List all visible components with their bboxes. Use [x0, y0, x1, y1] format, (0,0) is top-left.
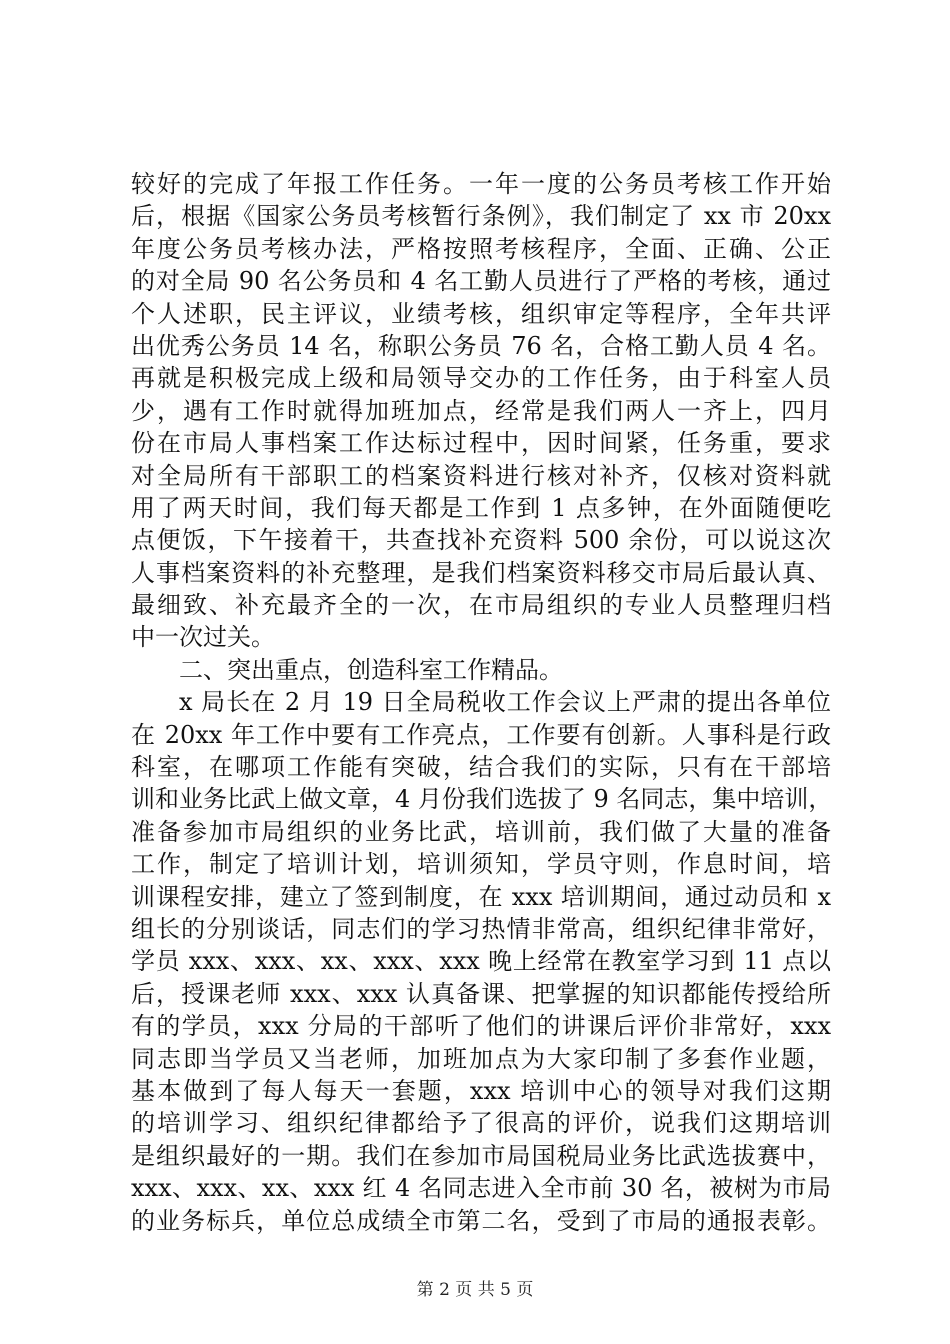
- text-line: 后，根据《国家公务员考核暂行条例》，我们制定了 xx 市 20xx: [131, 202, 831, 231]
- text-line: 最细致、补充最齐全的一次，在市局组织的专业人员整理归档: [131, 591, 831, 620]
- text-line: 点便饭，下午接着干，共查找补充资料 500 余份，可以说这次: [131, 526, 831, 555]
- text-line: xxx、xxx、xx、xxx 红 4 名同志进入全市前 30 名，被树为市局: [131, 1174, 831, 1203]
- text-line: 在 20xx 年工作中要有工作亮点，工作要有创新。人事科是行政: [131, 720, 831, 749]
- text-line: 有的学员，xxx 分局的干部听了他们的讲课后评价非常好，xxx: [131, 1012, 831, 1041]
- text-line: 年度公务员考核办法，严格按照考核程序，全面、正确、公正: [131, 234, 831, 263]
- text-line: 较好的完成了年报工作任务。一年一度的公务员考核工作开始: [131, 170, 831, 198]
- text-line: x 局长在 2 月 19 日全局税收工作会议上严肃的提出各单位: [179, 688, 831, 717]
- page-footer: 第 2 页 共 5 页: [416, 1280, 534, 1300]
- text-line: 人事档案资料的补充整理，是我们档案资料移交市局后最认真、: [131, 558, 831, 587]
- text-line: 训课程安排，建立了签到制度，在 xxx 培训期间，通过动员和 x: [131, 882, 831, 911]
- text-line: 中一次过关。: [131, 623, 275, 652]
- text-line: 的对全局 90 名公务员和 4 名工勤人员进行了严格的考核，通过: [131, 267, 831, 296]
- text-line: 个人述职，民主评议，业绩考核，组织审定等程序，全年共评: [131, 299, 831, 328]
- text-line: 科室，在哪项工作能有突破，结合我们的实际，只有在干部培: [131, 753, 831, 782]
- text-line: 是组织最好的一期。我们在参加市局国税局业务比武选拔赛中，: [131, 1141, 831, 1170]
- text-line: 出优秀公务员 14 名，称职公务员 76 名，合格工勤人员 4 名。: [131, 331, 831, 360]
- text-line: 同志即当学员又当老师，加班加点为大家印制了多套作业题，: [131, 1044, 831, 1073]
- text-line: 少，遇有工作时就得加班加点，经常是我们两人一齐上，四月: [131, 396, 831, 425]
- text-line: 用了两天时间，我们每天都是工作到 1 点多钟，在外面随便吃: [131, 493, 831, 522]
- text-line: 的业务标兵，单位总成绩全市第二名，受到了市局的通报表彰。: [131, 1206, 831, 1235]
- text-line: 工作，制定了培训计划，培训须知，学员守则，作息时间，培: [131, 850, 831, 879]
- text-line: 后，授课老师 xxx、xxx 认真备课、把掌握的知识都能传授给所: [131, 979, 831, 1008]
- text-line: 训和业务比武上做文章，4 月份我们选拔了 9 名同志，集中培训，: [131, 785, 833, 814]
- text-line: 基本做到了每人每天一套题，xxx 培训中心的领导对我们这期: [131, 1076, 831, 1105]
- document-body: [131, 168, 831, 1237]
- text-line: 组长的分别谈话，同志们的学习热情非常高，组织纪律非常好，: [131, 914, 831, 943]
- text-line: 准备参加市局组织的业务比武，培训前，我们做了大量的准备: [131, 817, 831, 846]
- text-line: 对全局所有干部职工的档案资料进行核对补齐，仅核对资料就: [131, 461, 831, 490]
- text-line: 再就是积极完成上级和局领导交办的工作任务，由于科室人员: [131, 364, 831, 393]
- text-line: 的培训学习、组织纪律都给予了很高的评价，说我们这期培训: [131, 1109, 831, 1138]
- section-heading: 二、突出重点，创造科室工作精品。: [179, 655, 563, 684]
- text-line: 份在市局人事档案工作达标过程中，因时间紧，任务重，要求: [131, 429, 831, 458]
- text-line: 学员 xxx、xxx、xx、xxx、xxx 晚上经常在教室学习到 11 点以: [131, 947, 831, 976]
